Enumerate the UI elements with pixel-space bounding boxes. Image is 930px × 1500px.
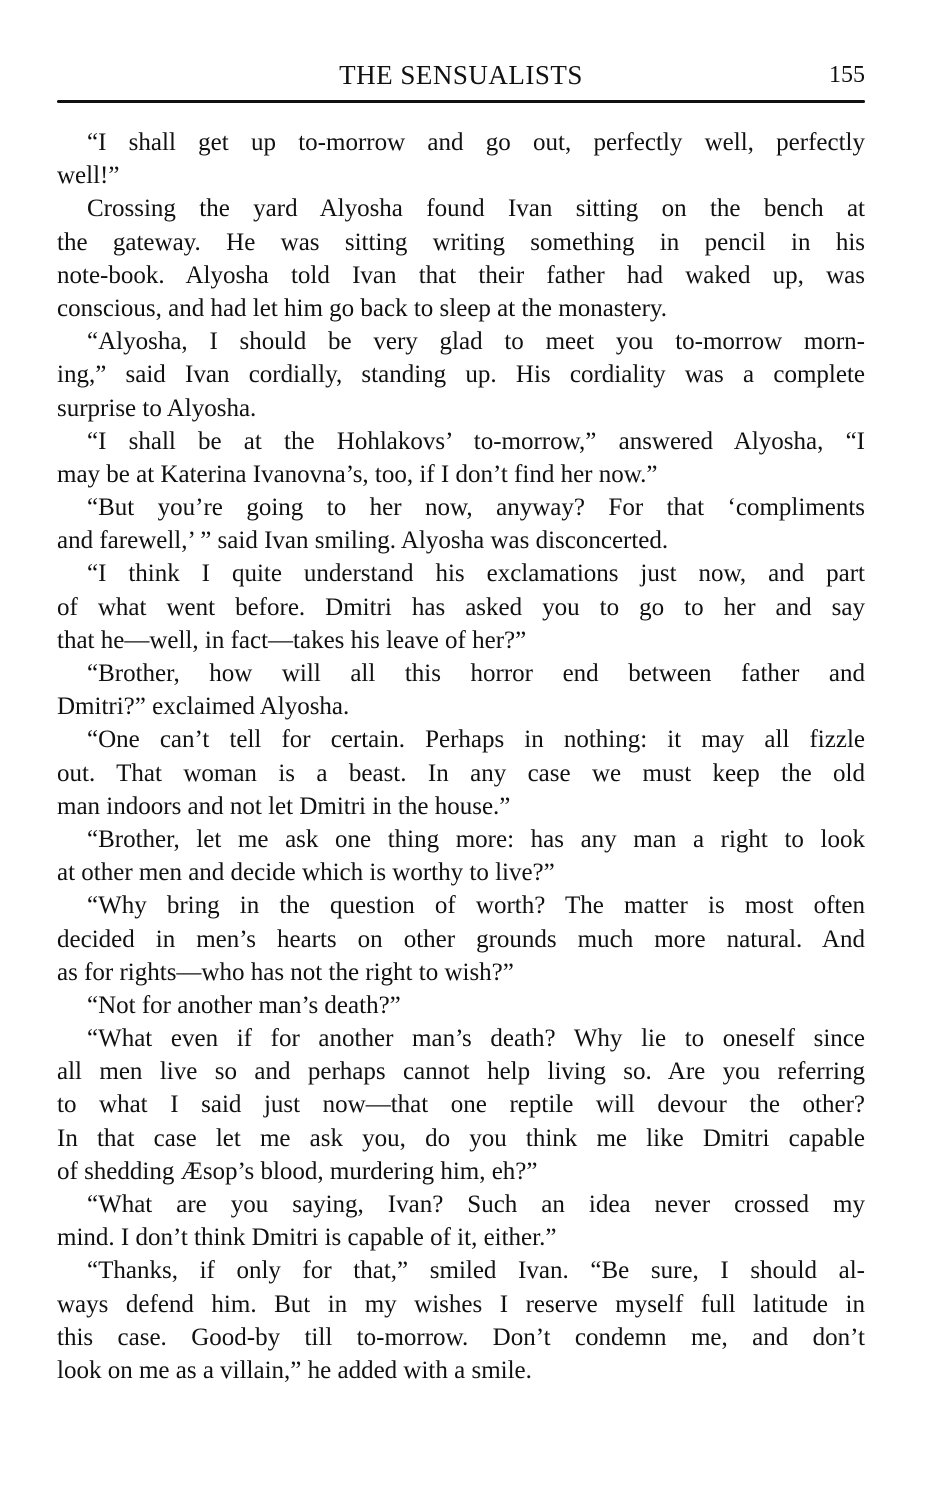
text-line: of shedding Æsop’s blood, murdering him, eh?” [57, 1157, 538, 1185]
text-line: “But you’re going to her now, anyway? For that ‘compliments [87, 494, 865, 522]
text-line: In that case let me ask you, do you think me like Dmitri capable [57, 1124, 865, 1152]
header-rule [57, 100, 865, 103]
body-text [57, 126, 865, 1387]
text-line: to what I said just now—that one reptile will devour the other? [57, 1091, 865, 1119]
page-number: 155 [829, 62, 865, 88]
text-line: conscious, and had let him go back to sleep at the monastery. [57, 294, 668, 322]
text-line: out. That woman is a beast. In any case we must keep the old [57, 759, 865, 787]
text-line: look on me as a villain,” he added with a smile. [57, 1356, 532, 1384]
text-line: and farewell,’ ” said Ivan smiling. Alyosha was disconcerted. [57, 527, 669, 555]
text-line: note-book. Alyosha told Ivan that their father had waked up, was [57, 261, 865, 289]
text-line: “I shall be at the Hohlakovs’ to-morrow,” answered Alyosha, “I [87, 427, 865, 455]
text-line: well!” [57, 162, 120, 190]
text-line: “Why bring in the question of worth? The matter is most often [87, 892, 865, 920]
text-line: mind. I don’t think Dmitri is capable of it, either.” [57, 1224, 557, 1252]
text-line: of what went before. Dmitri has asked you to go to her and say [57, 593, 865, 621]
text-line: Crossing the yard Alyosha found Ivan sitting on the bench at [87, 195, 865, 223]
text-line: this case. Good-by till to-morrow. Don’t condemn me, and don’t [57, 1323, 865, 1351]
text-line: “What are you saying, Ivan? Such an idea never crossed my [87, 1191, 865, 1218]
text-line: that he—well, in fact—takes his leave of her?” [57, 626, 527, 654]
text-line: “What even if for another man’s death? Why lie to oneself since [87, 1025, 865, 1053]
text-line: surprise to Alyosha. [57, 394, 257, 422]
running-header [57, 60, 865, 96]
text-line: “I shall get up to-morrow and go out, perfectly well, perfectly [87, 129, 865, 156]
text-line: ways defend him. But in my wishes I reserve myself full latitude in [57, 1290, 865, 1318]
text-line: as for rights—who has not the right to wish?” [57, 958, 514, 986]
text-line: may be at Katerina Ivanovna’s, too, if I don’t find her now.” [57, 460, 658, 488]
text-line: “I think I quite understand his exclamations just now, and part [87, 560, 865, 588]
text-line: “Brother, how will all this horror end between father and [87, 660, 865, 687]
text-line: “Brother, let me ask one thing more: has any man a right to look [87, 825, 865, 853]
text-line: the gateway. He was sitting writing something in pencil in his [57, 228, 865, 256]
text-line: decided in men’s hearts on other grounds much more natural. And [57, 925, 865, 953]
running-title: THE SENSUALISTS [339, 60, 583, 90]
text-line: “One can’t tell for certain. Perhaps in nothing: it may all fizzle [87, 726, 865, 754]
text-line: ing,” said Ivan cordially, standing up. His cordiality was a complete [57, 361, 865, 389]
text-line: “Not for another man’s death?” [87, 991, 401, 1019]
text-line: at other men and decide which is worthy to live?” [57, 859, 555, 887]
text-line: “Thanks, if only for that,” smiled Ivan. “Be sure, I should al- [87, 1257, 865, 1285]
text-line: Dmitri?” exclaimed Alyosha. [57, 693, 350, 721]
text-line: man indoors and not let Dmitri in the house.” [57, 792, 511, 820]
text-line: all men live so and perhaps cannot help living so. Are you referring [57, 1058, 865, 1086]
text-line: “Alyosha, I should be very glad to meet you to-morrow morn- [87, 328, 865, 356]
